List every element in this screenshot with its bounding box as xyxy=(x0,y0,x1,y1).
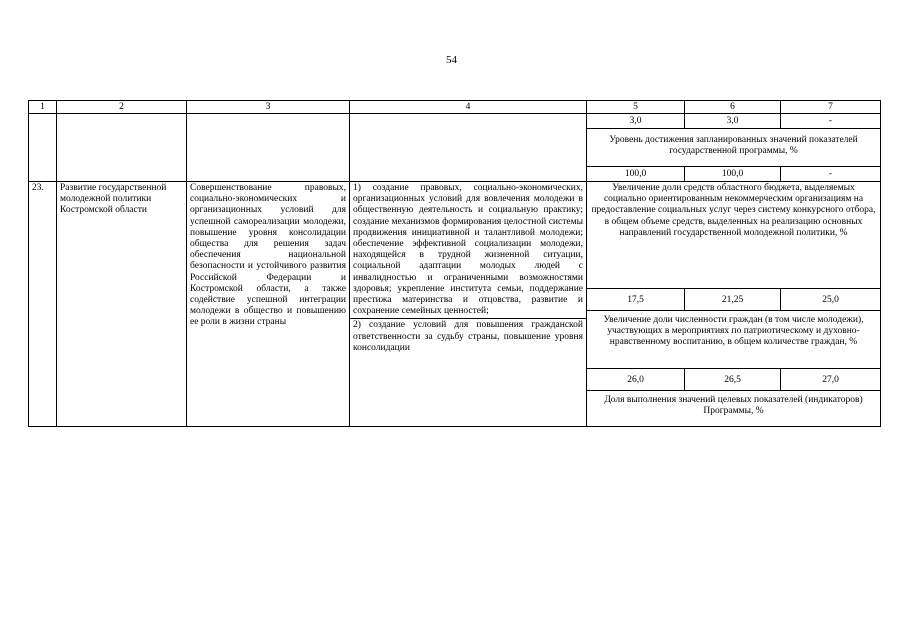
header-cell: 3 xyxy=(187,101,350,114)
value-cell: 100,0 xyxy=(587,167,685,182)
value-cell: 21,25 xyxy=(685,289,781,311)
header-cell: 4 xyxy=(350,101,587,114)
indicator-cell: Доля выполнения значений целевых показателей (индикаторов) Программы, % xyxy=(587,391,881,427)
indicator-cell: Уровень достижения запланированных значений показателей государственной программы, % xyxy=(587,129,881,167)
value-cell: 26,5 xyxy=(685,369,781,391)
empty-cell xyxy=(29,114,57,182)
header-cell: 6 xyxy=(685,101,781,114)
program-table xyxy=(28,100,881,427)
table-row xyxy=(29,182,881,289)
header-cell: 5 xyxy=(587,101,685,114)
value-cell: 3,0 xyxy=(587,114,685,129)
value-cell: 26,0 xyxy=(587,369,685,391)
table-row xyxy=(29,114,881,129)
indicator-cell: Увеличение доли средств областного бюджета, выделяемых социально ориентированным некоммерческим организациям на предоставление социальных услуг через систему конкурсного отбора, в общем объеме средств, выделенных на реализацию основных направлений государственной молодежной политики, % xyxy=(587,182,881,289)
header-cell: 2 xyxy=(57,101,187,114)
header-cell: 7 xyxy=(781,101,881,114)
indicator-cell: Увеличение доли численности граждан (в том числе молодежи), участвующих в мероприятиях по патриотическому и духовно-нравственному воспитанию, в общем количестве граждан, % xyxy=(587,311,881,369)
header-cell: 1 xyxy=(29,101,57,114)
goal-cell: Совершенствование правовых, социально-экономических и организационных условий для успешной самореализации молодежи, повышение уровня консолидации общества для решения задач обеспечения национальной безопасности и устойчивого развития Российской Федерации и Костромской области, а также содействие успешной интеграции молодежи в общество и повышению ее роли в жизни страны xyxy=(187,182,350,427)
header-row xyxy=(29,101,881,114)
page-number: 54 xyxy=(446,54,457,66)
value-cell: 27,0 xyxy=(781,369,881,391)
value-cell: 3,0 xyxy=(685,114,781,129)
empty-cell xyxy=(187,114,350,182)
empty-cell xyxy=(350,114,587,182)
value-cell: 100,0 xyxy=(685,167,781,182)
subprogram-name: Развитие государственной молодежной политики Костромской области xyxy=(57,182,187,427)
task-2: 2) создание условий для повышения гражданской ответственности за судьбу страны, повышение уровня консолидации xyxy=(353,320,583,353)
value-cell: 25,0 xyxy=(781,289,881,311)
empty-cell xyxy=(57,114,187,182)
value-cell: - xyxy=(781,167,881,182)
row-number: 23. xyxy=(29,182,57,427)
task-1: 1) создание правовых, социально-экономических, организационных условий для вовлечения молодежи в общественную деятельность и социальную практику; создание механизмов формирования целостной системы продвижения инициативной и талантливой молодежи; обеспечение эффективной социализации молодежи, находящейся в трудной жизненной ситуации, социальной адаптации молодых людей с инвалидностью и ограниченными возможностями здоровья; укрепление института семьи, поддержание престижа материнства и отцовства, развитие и сохранение семейных ценностей; xyxy=(350,182,586,319)
value-cell: 17,5 xyxy=(587,289,685,311)
value-cell: - xyxy=(781,114,881,129)
tasks-cell xyxy=(350,182,587,427)
